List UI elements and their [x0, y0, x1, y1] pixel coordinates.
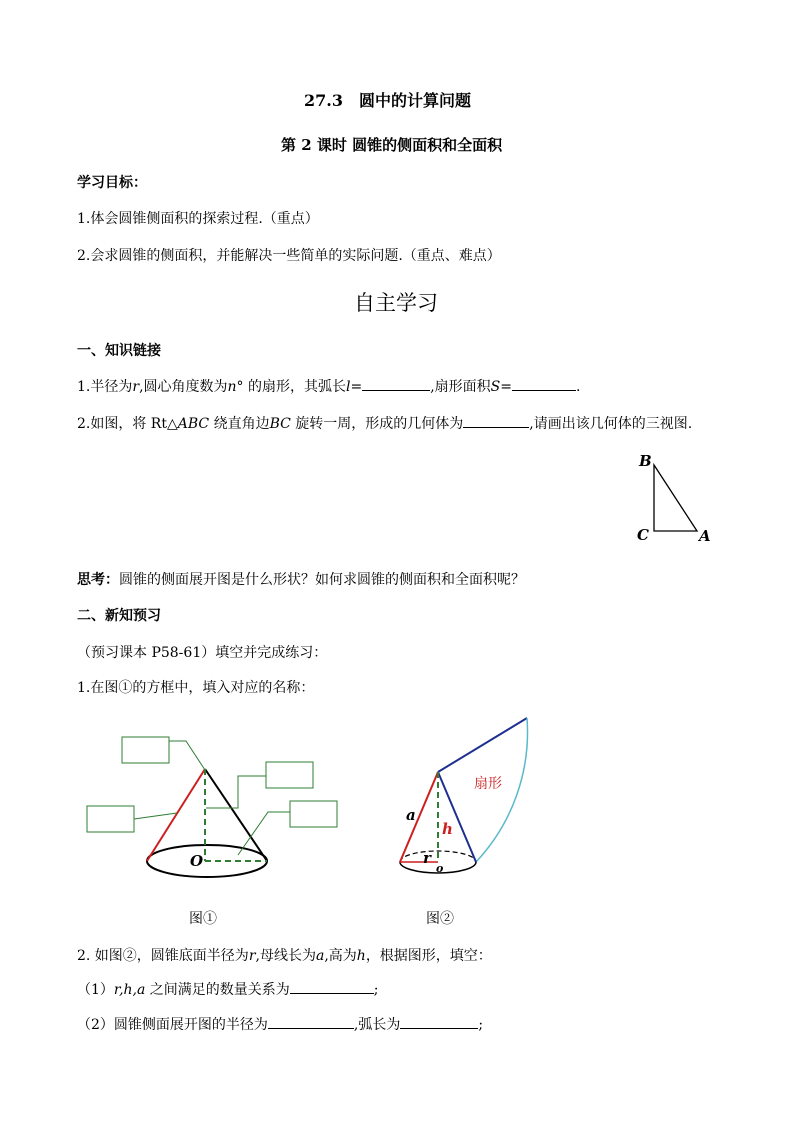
relation-blank[interactable]	[290, 979, 374, 994]
part2-question-1: 1.在图①的方框中，填入对应的名称：	[77, 680, 315, 696]
section-heading: 自主学习	[354, 291, 438, 315]
right-triangle-abc	[654, 465, 697, 531]
figure-1-label-o: O	[190, 852, 204, 870]
leader-line-1	[169, 741, 205, 770]
figure-2-caption: 图②	[426, 911, 454, 927]
figure-2-label-o: o	[436, 862, 444, 875]
triangle-label-c: C	[637, 526, 649, 544]
figure-2-sector-label: 扇形	[474, 776, 502, 792]
arc-length-blank-2[interactable]	[400, 1014, 478, 1029]
figure-1-caption: 图①	[189, 911, 217, 927]
objective-2: 2.会求圆锥的侧面积，并能解决一些简单的实际问题.（重点、难点）	[77, 248, 501, 264]
page-title: 27.3 圆中的计算问题	[304, 91, 471, 110]
figure-2-label-a: a	[406, 806, 416, 824]
label-box-4	[290, 801, 337, 827]
figure-1-cone	[87, 737, 337, 877]
part1-question-1: 1.半径为r,圆心角度数为n° 的扇形，其弧长l= ,扇形面积S= .	[77, 376, 580, 396]
think-line: 思考：圆锥的侧面展开图是什么形状？如何求圆锥的侧面积和全面积呢？	[77, 572, 525, 588]
sub-question-1: （1）r,h,a 之间满足的数量关系为 ;	[77, 979, 379, 999]
part1-question-2: 2.如图，将 Rt△ABC 绕直角边BC 旋转一周，形成的几何体为 ,请画出该几何体的三视图.	[77, 413, 692, 433]
unfold-radius-blank[interactable]	[268, 1014, 354, 1029]
triangle-label-b: B	[639, 452, 652, 470]
leader-line-3	[134, 813, 177, 819]
part2-question-2: 2. 如图②，圆锥底面半径为r,母线长为a,高为h，根据图形，填空：	[77, 948, 492, 964]
part2-heading: 二、新知预习	[77, 608, 161, 624]
label-box-2	[266, 762, 313, 788]
part1-heading: 一、知识链接	[77, 343, 161, 359]
objective-1: 1.体会圆锥侧面积的探索过程.（重点）	[77, 211, 319, 227]
preview-note: （预习课本 P58-61）填空并完成练习：	[77, 645, 328, 661]
figure-2-label-h: h	[442, 820, 453, 838]
leader-line-2	[206, 776, 266, 808]
figure-2-sector	[400, 718, 528, 873]
label-box-3	[87, 806, 134, 832]
figure-2-label-r: r	[423, 849, 431, 867]
sub-question-2: （2）圆锥侧面展开图的半径为 ,弧长为 ;	[77, 1014, 483, 1034]
objectives-heading: 学习目标：	[77, 175, 147, 191]
page-subtitle: 第 2 课时 圆锥的侧面积和全面积	[281, 136, 503, 154]
triangle-label-a: A	[699, 527, 711, 545]
label-box-1	[122, 737, 169, 763]
